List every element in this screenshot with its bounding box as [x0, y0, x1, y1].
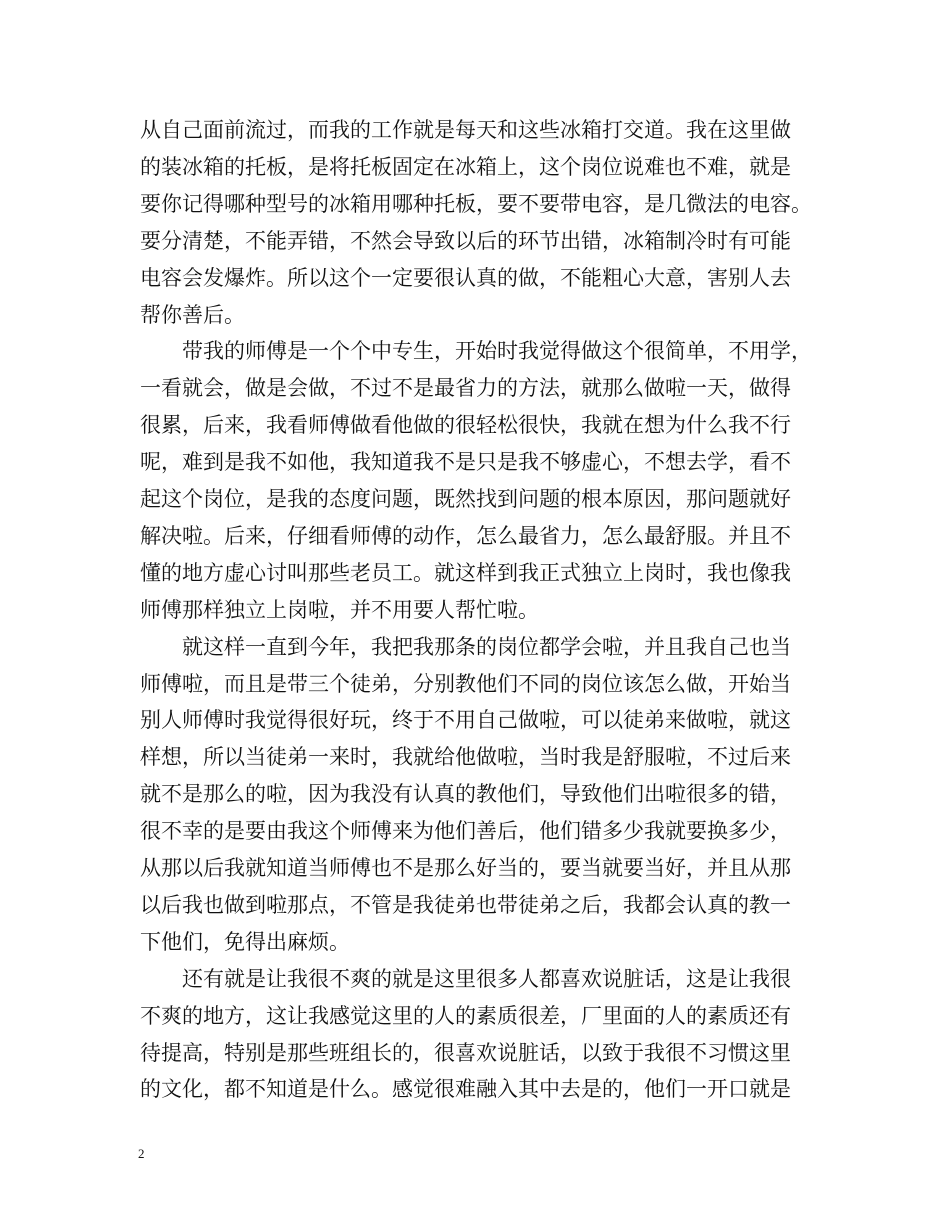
text-line: 样想，所以当徒弟一来时，我就给他做啦，当时我是舒服啦，不过后来 — [140, 745, 791, 770]
text-line: 师傅啦，而且是带三个徒弟，分别教他们不同的岗位该怎么做，开始当 — [140, 671, 791, 696]
text-line: 电容会发爆炸。所以这个一定要很认真的做，不能粗心大意，害别人去 — [140, 265, 791, 290]
text-line: 从那以后我就知道当师傅也不是那么好当的，要当就要当好，并且从那 — [140, 856, 791, 880]
text-line: 待提高，特别是那些班组长的，很喜欢说脏话，以致于我很不习惯这里 — [140, 1040, 791, 1065]
text-line: 起这个岗位，是我的态度问题，既然找到问题的根本原因，那问题就好 — [140, 487, 791, 511]
text-line: 不爽的地方，这让我感觉这里的人的素质很差，厂里面的人的素质还有 — [140, 1003, 791, 1028]
text-line: 从自己面前流过，而我的工作就是每天和这些冰箱打交道。我在这里做 — [140, 118, 791, 142]
text-line: 还有就是让我很不爽的就是这里很多人都喜欢说脏话，这是让我很 — [140, 966, 791, 991]
text-line: 带我的师傅是一个个中专生，开始时我觉得做这个很简单，不用学， — [140, 339, 812, 364]
text-line: 懂的地方虚心讨叫那些老员工。就这样到我正式独立上岗时，我也像我 — [140, 560, 791, 585]
text-line: 一看就会，做是会做，不过不是最省力的方法，就那么做啦一天，做得 — [140, 376, 791, 401]
text-line: 别人师傅时我觉得很好玩，终于不用自己做啦，可以徒弟来做啦，就这 — [140, 708, 791, 733]
text-line: 师傅那样独立上岗啦，并不用要人帮忙啦。 — [140, 597, 539, 622]
text-line: 解决啦。后来，仔细看师傅的动作，怎么最省力，怎么最舒服。并且不 — [140, 523, 791, 548]
text-line: 下他们，免得出麻烦。 — [140, 929, 350, 954]
text-line: 就这样一直到今年，我把我那条的岗位都学会啦，并且我自己也当 — [140, 634, 791, 659]
page-number: 2 — [138, 1146, 145, 1161]
text-line: 就不是那么的啦，因为我没有认真的教他们，导致他们出啦很多的错， — [140, 782, 791, 807]
text-line: 呢，难到是我不如他，我知道我不是只是我不够虚心，不想去学，看不 — [140, 450, 791, 475]
text-line: 的文化，都不知道是什么。感觉很难融入其中去是的，他们一开口就是 — [140, 1077, 791, 1102]
text-line: 很累，后来，我看师傅做看他做的很轻松很快，我就在想为什么我不行 — [140, 413, 791, 438]
text-line: 要分清楚，不能弄错，不然会导致以后的环节出错，冰箱制冷时有可能 — [140, 228, 791, 253]
text-line: 很不幸的是要由我这个师傅来为他们善后，他们错多少我就要换多少， — [140, 819, 791, 844]
text-line: 以后我也做到啦那点，不管是我徒弟也带徒弟之后，我都会认真的教一 — [140, 892, 791, 917]
text-line: 帮你善后。 — [140, 302, 245, 327]
text-line: 的装冰箱的托板，是将托板固定在冰箱上，这个岗位说难也不难，就是 — [140, 154, 791, 179]
text-line: 要你记得哪种型号的冰箱用哪种托板，要不要带电容，是几微法的电容。 — [140, 191, 812, 216]
